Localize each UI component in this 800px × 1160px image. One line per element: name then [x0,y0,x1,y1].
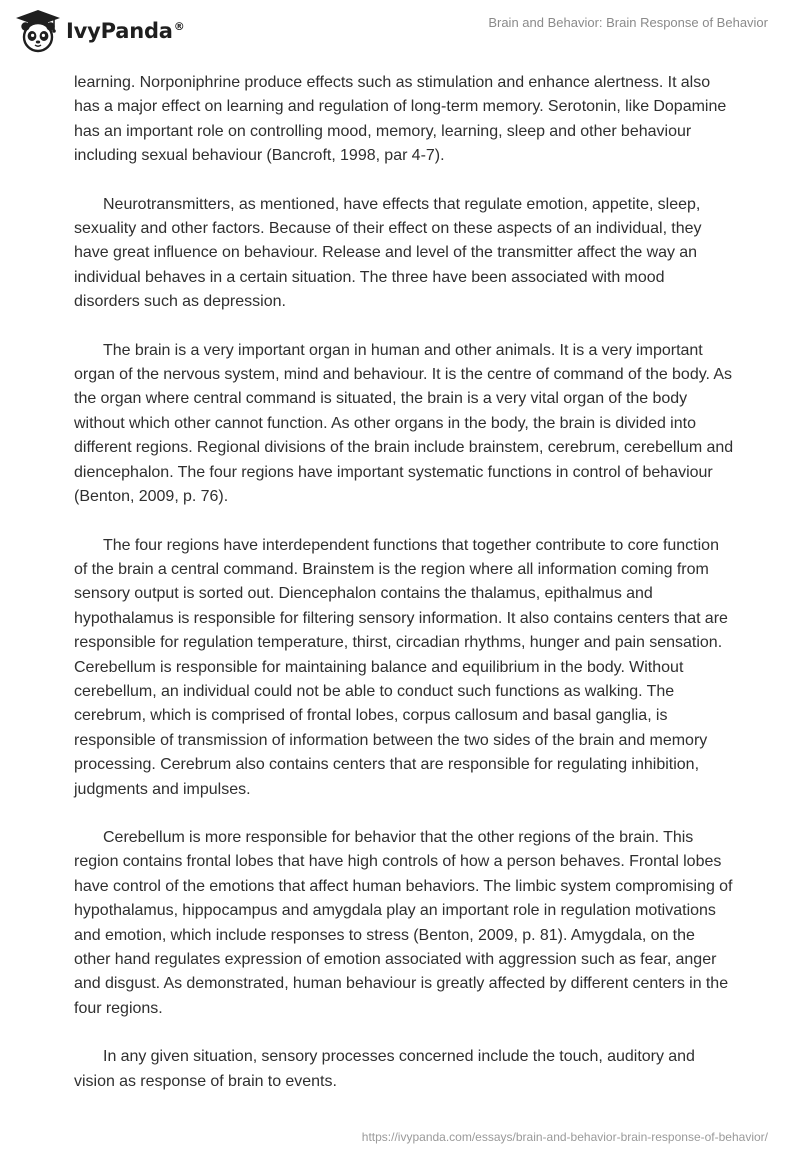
paragraph: The four regions have interdependent functions that together contribute to core function of the brain a central command. Brainstem is the region where all information coming from sensory output is sorted out. Diencephalon contains the thalamus, epithalmus and hypothalamus is responsible for filtering sensory information. It also contains centers that are responsible for regulation temperature, thirst, circadian rhythms, hunger and pain sensation. Cerebellum is responsible for maintaining balance and equilibrium in the body. Without cerebellum, an individual could not be able to conduct such functions as walking. The cerebrum, which is comprised of frontal lobes, corpus callosum and basal ganglia, is responsible of transmission of information between the two sides of the brain and memory processing. Cerebrum also contains centers that are responsible for regulating inhibition, judgments and impulses. [74,536,728,798]
essay-body [74,71,734,1118]
paragraph: The brain is a very important organ in human and other animals. It is a very important organ of the nervous system, mind and behaviour. It is the centre of command of the body. As the organ where central command is situated, the brain is a very vital organ of the body without which other cannot function. As other organs in the body, the brain is divided into different regions. Regional divisions of the brain include brainstem, cerebrum, cerebellum and diencephalon. The four regions have important systematic functions in control of behaviour (Benton, 2009, p. 76). [74,341,734,506]
paragraph: In any given situation, sensory processes concerned include the touch, auditory and vision as response of brain to events. [74,1048,695,1090]
document-title: Brain and Behavior: Brain Response of Behavior [488,15,768,30]
source-url[interactable]: https://ivypanda.com/essays/brain-and-behavior-brain-response-of-behavior/ [361,1130,768,1144]
brand-name: IvyPanda® [66,19,185,43]
paragraph: learning. Norponiphrine produce effects such as stimulation and enhance alertness. It also has a major effect on learning and regulation of long-term memory. Serotonin, like Dopamine has an important role on controlling mood, memory, learning, sleep and other behaviour including sexual behaviour (Bancroft, 1998, par 4-7). [74,74,727,165]
page-header [0,0,800,62]
paragraph: Cerebellum is more responsible for behavior that the other regions of the brain. This region contains frontal lobes that have high controls of how a person behaves. Frontal lobes have control of the emotions that affect human behaviors. The limbic system compromising of hypothalamus, hippocampus and amygdala play an important role in regulation motivations and emotion, which include responses to stress (Benton, 2009, p. 81). Amygdala, on the other hand regulates expression of emotion associated with aggression such as fear, anger and disgust. As demonstrated, human behaviour is greatly affected by different centers in the four regions. [74,828,733,1017]
registered-mark: ® [173,20,185,33]
paragraph: Neurotransmitters, as mentioned, have effects that regulate emotion, appetite, sleep, sexuality and other factors. Because of their effect on these aspects of an individual, they have great influence on behaviour. Release and level of the transmitter affect the way an individual behaves in a certain situation. The three have been associated with mood disorders such as depression. [74,195,702,311]
panda-graduate-icon [14,8,62,54]
brand-logo[interactable] [14,8,185,54]
